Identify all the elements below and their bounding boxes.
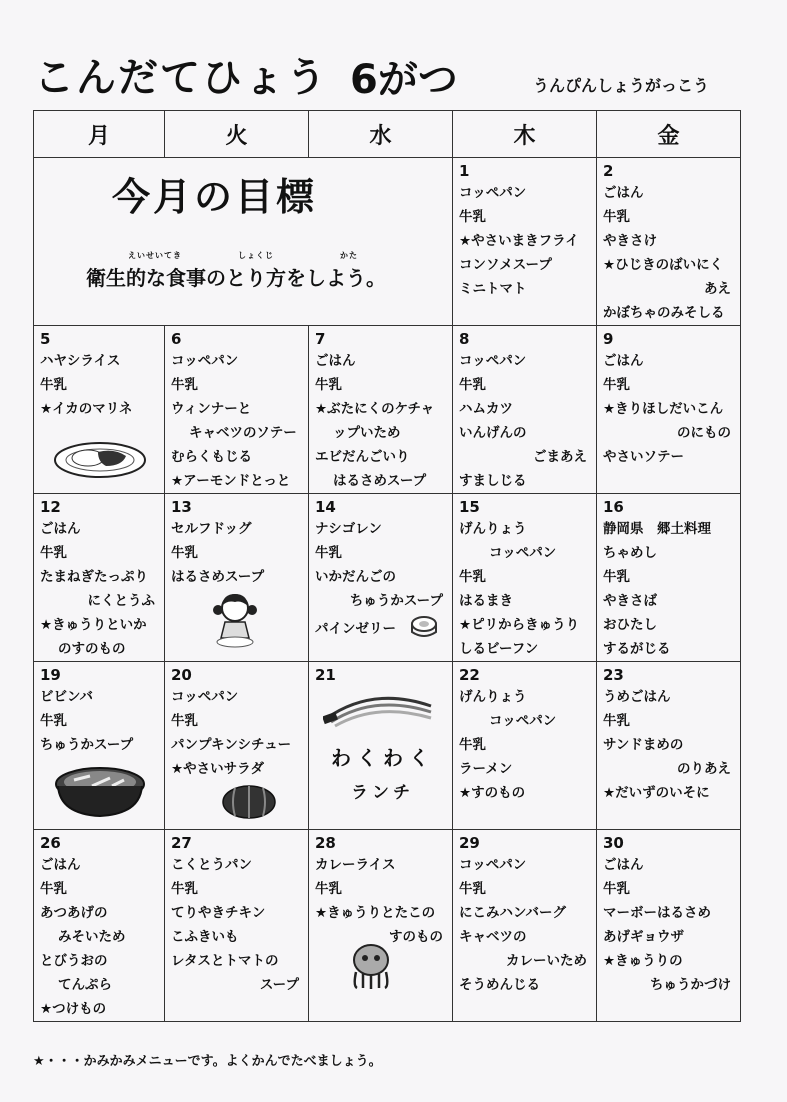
menu-item: はるさめスープ xyxy=(171,569,265,585)
menu-item: コッペパン xyxy=(171,689,239,705)
octopus-icon xyxy=(343,942,399,992)
day-date: 13 xyxy=(171,498,192,516)
menu-item: ★ひじきのばいにく xyxy=(603,257,724,273)
menu-item: 牛乳 xyxy=(315,377,342,393)
goal-heading: 今月の目標 xyxy=(112,175,318,219)
menu-item: にくとうふ xyxy=(87,593,155,609)
menu-item: ★イカのマリネ xyxy=(40,401,133,417)
menu-item: のりあえ xyxy=(677,761,731,777)
menu-item: ウィンナーと xyxy=(171,401,252,417)
menu-item: おひたし xyxy=(603,617,657,633)
menu-item: サンドまめの xyxy=(603,737,684,753)
day-cell xyxy=(34,494,165,662)
menu-item: ナシゴレン xyxy=(315,521,382,537)
week-row xyxy=(34,158,741,326)
day-date: 28 xyxy=(315,834,336,852)
day-cell xyxy=(309,830,453,1022)
menu-item: 牛乳 xyxy=(459,737,486,753)
menu-item: やきさば xyxy=(603,593,657,609)
menu-item: コッペパン xyxy=(459,353,527,369)
menu-item: 静岡県 郷土料理 xyxy=(603,521,711,537)
menu-title: こんだてひょう xyxy=(34,55,328,101)
day-cell xyxy=(597,158,741,326)
menu-item: はるさめスープ xyxy=(333,473,427,489)
menu-item: ちゃめし xyxy=(603,545,657,561)
menu-item: のすのもの xyxy=(58,641,126,657)
menu-item: 牛乳 xyxy=(603,569,630,585)
menu-item: ハヤシライス xyxy=(40,353,121,369)
day-cell xyxy=(453,830,597,1022)
menu-item: コッペパン xyxy=(171,353,239,369)
menu-item: にこみハンバーグ xyxy=(459,905,567,921)
menu-item: あつあげの xyxy=(40,905,108,921)
day-cell xyxy=(453,662,597,830)
rainbow-icon xyxy=(323,690,435,730)
menu-item: 牛乳 xyxy=(315,881,342,897)
menu-item: ★きゅうりの xyxy=(603,953,683,969)
menu-item: コッペパン xyxy=(489,545,557,561)
menu-item: 牛乳 xyxy=(40,545,67,561)
menu-item: ★やさいまきフライ xyxy=(459,233,579,249)
menu-calendar xyxy=(33,110,741,1022)
menu-item: 牛乳 xyxy=(603,713,630,729)
menu-item: ★アーモンドとっと xyxy=(171,473,291,489)
day-cell xyxy=(34,662,165,830)
menu-item: コッペパン xyxy=(459,857,527,873)
month-label: 6がつ xyxy=(350,57,458,103)
menu-item: のにもの xyxy=(677,425,731,441)
menu-item: コッペパン xyxy=(459,185,527,201)
menu-item: みそいため xyxy=(58,929,126,945)
day-date: 29 xyxy=(459,834,480,852)
waku-waku-text: わくわく xyxy=(331,746,435,770)
menu-item: あげギョウザ xyxy=(603,929,684,945)
menu-item: 牛乳 xyxy=(459,881,486,897)
menu-item: ミニトマト xyxy=(459,281,527,297)
menu-item: ラーメン xyxy=(459,761,513,777)
day-date: 30 xyxy=(603,834,624,852)
menu-item: しるビーフン xyxy=(459,641,539,657)
girl-washing-hands-icon xyxy=(203,586,267,650)
day-cell xyxy=(309,662,453,830)
menu-item: やきさけ xyxy=(603,233,657,249)
bibimbap-bowl-icon xyxy=(52,762,148,820)
menu-item: ごはん xyxy=(40,521,81,537)
menu-item: ごはん xyxy=(40,857,81,873)
pumpkin-icon xyxy=(221,780,277,820)
day-date: 16 xyxy=(603,498,624,516)
menu-item: げんりょう xyxy=(459,689,527,705)
weekday-wed: 水 xyxy=(309,111,453,158)
menu-item: カレーいため xyxy=(506,953,587,969)
weekday-mon: 月 xyxy=(34,111,165,158)
week-row xyxy=(34,326,741,494)
day-cell xyxy=(597,326,741,494)
menu-item: 牛乳 xyxy=(603,209,630,225)
day-cell xyxy=(453,158,597,326)
menu-item: スープ xyxy=(259,977,299,993)
menu-item: ★きりほしだいこん xyxy=(603,401,724,417)
day-cell xyxy=(165,494,309,662)
menu-item: パンプキンシチュー xyxy=(171,737,292,753)
menu-item: すましじる xyxy=(459,473,527,489)
menu-item: ちゅうかづけ xyxy=(650,977,731,993)
menu-item: こふきいも xyxy=(171,929,239,945)
menu-item: 牛乳 xyxy=(171,545,198,561)
day-date: 8 xyxy=(459,330,470,348)
menu-item: 牛乳 xyxy=(40,713,67,729)
day-date: 7 xyxy=(315,330,326,348)
ruby-eiseiteki: えいせいてき xyxy=(128,251,182,260)
footer-note: ★・・・かみかみメニューです。よくかんでたべましょう。 xyxy=(33,1054,382,1069)
day-date: 12 xyxy=(40,498,61,516)
menu-item: げんりょう xyxy=(459,521,527,537)
goal-text: 衛生的な食事のとり方をしよう。 xyxy=(86,266,386,290)
day-date: 15 xyxy=(459,498,480,516)
menu-item: ★やさいサラダ xyxy=(171,761,264,777)
menu-item: むらくもじる xyxy=(171,449,252,465)
menu-item: ごはん xyxy=(315,353,356,369)
menu-item: そうめんじる xyxy=(459,977,540,993)
menu-item: ★ぶたにくのケチャ xyxy=(315,401,435,417)
menu-item: ビビンバ xyxy=(40,689,94,705)
day-cell xyxy=(309,494,453,662)
menu-item: 牛乳 xyxy=(171,713,198,729)
menu-item: ★つけもの xyxy=(40,1001,107,1017)
menu-item: 牛乳 xyxy=(315,545,342,561)
pineapple-jelly-icon xyxy=(409,612,439,642)
weekday-thu: 木 xyxy=(453,111,597,158)
menu-item: 牛乳 xyxy=(171,377,198,393)
menu-item: 牛乳 xyxy=(40,377,67,393)
menu-item: パインゼリー xyxy=(315,621,396,637)
day-cell xyxy=(165,830,309,1022)
menu-item: ★きゅうりといか xyxy=(40,617,147,633)
menu-item: ちゅうかスープ xyxy=(349,593,443,609)
menu-item: セルフドッグ xyxy=(171,521,252,537)
day-date: 27 xyxy=(171,834,192,852)
school-name: うんぴんしょうがっこう xyxy=(533,76,710,95)
curry-plate-icon xyxy=(52,438,148,480)
menu-item: いんげんの xyxy=(459,425,527,441)
ruby-shokuji: しょくじ xyxy=(238,251,274,260)
menu-item: あえ xyxy=(704,281,731,297)
lunch-text: ランチ xyxy=(351,783,414,803)
menu-item: ★すのもの xyxy=(459,785,526,801)
day-cell xyxy=(597,830,741,1022)
day-cell xyxy=(597,662,741,830)
day-date: 23 xyxy=(603,666,624,684)
day-date: 20 xyxy=(171,666,192,684)
weekday-fri: 金 xyxy=(597,111,741,158)
day-cell xyxy=(453,494,597,662)
menu-item: こくとうパン xyxy=(171,857,252,873)
menu-item: レタスとトマトの xyxy=(171,953,279,969)
menu-item: いかだんごの xyxy=(315,569,396,585)
menu-item: 牛乳 xyxy=(603,377,630,393)
monthly-goal-cell xyxy=(34,158,453,326)
day-cell xyxy=(34,830,165,1022)
day-cell xyxy=(309,326,453,494)
menu-item: うめごはん xyxy=(603,689,671,705)
day-cell xyxy=(453,326,597,494)
weekday-tue: 火 xyxy=(165,111,309,158)
menu-item: ごまあえ xyxy=(533,449,587,465)
menu-item: 牛乳 xyxy=(603,881,630,897)
menu-item: 牛乳 xyxy=(459,377,486,393)
menu-item: ごはん xyxy=(603,185,644,201)
day-date: 21 xyxy=(315,666,336,684)
week-row xyxy=(34,494,741,662)
day-date: 22 xyxy=(459,666,480,684)
menu-item: 牛乳 xyxy=(171,881,198,897)
day-cell xyxy=(165,326,309,494)
menu-item: マーボーはるさめ xyxy=(603,905,711,921)
day-cell xyxy=(34,326,165,494)
menu-item: ごはん xyxy=(603,353,644,369)
day-date: 1 xyxy=(459,162,470,180)
day-cell xyxy=(597,494,741,662)
menu-item: ごはん xyxy=(603,857,644,873)
menu-item: ★きゅうりとたこの xyxy=(315,905,436,921)
week-row xyxy=(34,662,741,830)
day-date: 26 xyxy=(40,834,61,852)
menu-item: はるまき xyxy=(459,593,513,609)
menu-item: ちゅうかスープ xyxy=(40,737,134,753)
menu-item: かぼちゃのみそしる xyxy=(603,305,725,321)
menu-item: エビだんごいり xyxy=(315,449,410,465)
day-date: 5 xyxy=(40,330,51,348)
day-date: 19 xyxy=(40,666,61,684)
menu-item: ハムカツ xyxy=(459,401,513,417)
menu-item: するがじる xyxy=(603,641,671,657)
ruby-kata: かた xyxy=(340,251,358,260)
menu-item: ★だいずのいそに xyxy=(603,785,710,801)
menu-item: カレーライス xyxy=(315,857,396,873)
day-date: 9 xyxy=(603,330,614,348)
menu-item: 牛乳 xyxy=(40,881,67,897)
menu-item: キャベツの xyxy=(459,929,527,945)
day-date: 14 xyxy=(315,498,336,516)
menu-item: 牛乳 xyxy=(459,209,486,225)
weekday-header-row xyxy=(34,111,741,158)
menu-item: てんぷら xyxy=(58,977,112,993)
menu-item: コンソメスープ xyxy=(459,257,552,273)
menu-item: とびうおの xyxy=(40,953,108,969)
week-row xyxy=(34,830,741,1022)
menu-item: ★ピリからきゅうり xyxy=(459,617,580,633)
menu-item: ップいため xyxy=(333,425,401,441)
menu-item: コッペパン xyxy=(489,713,557,729)
menu-item: 牛乳 xyxy=(459,569,486,585)
day-date: 2 xyxy=(603,162,614,180)
menu-item: キャベツのソテー xyxy=(189,425,297,441)
menu-item: たまねぎたっぷり xyxy=(40,569,148,585)
day-cell xyxy=(165,662,309,830)
menu-item: やさいソテー xyxy=(603,449,684,465)
day-date: 6 xyxy=(171,330,182,348)
menu-item: てりやきチキン xyxy=(171,905,266,921)
menu-item: すのもの xyxy=(389,929,443,945)
